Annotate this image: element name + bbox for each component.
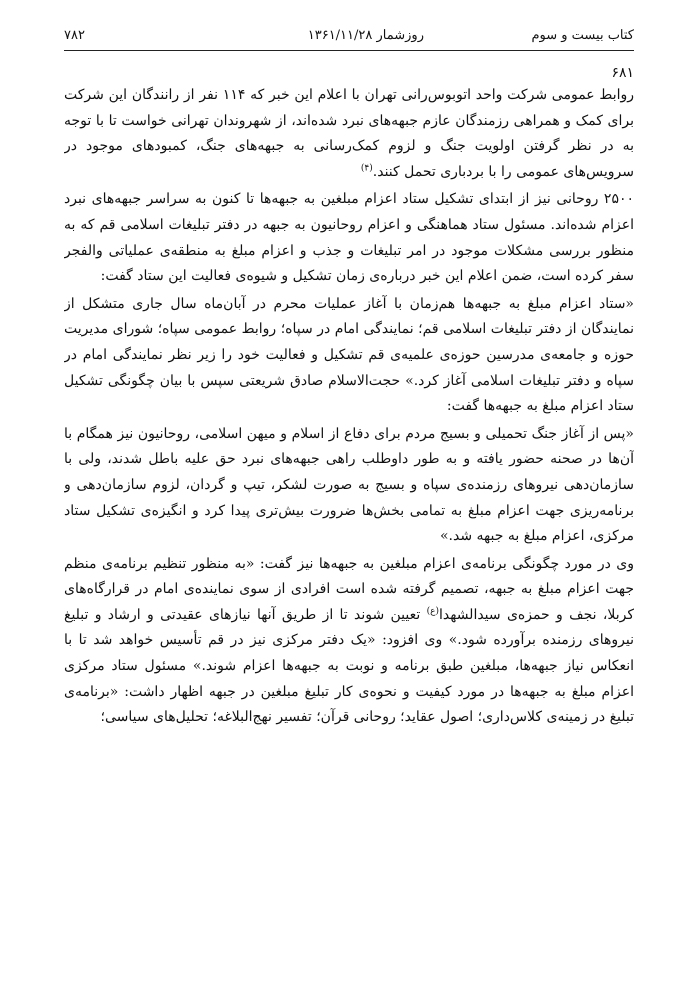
diary-date: روزشمار ۱۳۶۱/۱۱/۲۸ [307,28,424,43]
footnote-ref-4: (۴) [360,163,373,174]
paragraph-5-text-a: وی در مورد چگونگی برنامه‌ی اعزام مبلغین به جبهه‌ها نیز گفت: «به منظور تنظیم برنامه‌ی منظم جهت اعزام مبلغ به جبهه، تصمیم گرفته شده است افرادی از سوی نماینده‌ی امام در قرارگاه‌های کربلا، نجف و حمزه‌ی سیدالشهدا [64,555,634,623]
paragraph-4: «پس از آغاز جنگ تحمیلی و بسیج مردم برای دفاع از اسلام و میهن اسلامی، روحانیون نیز همگام با آن‌ها در صحنه حضور یافته و به طور داوطلب راهی جبهه‌های نبرد حق علیه باطل شدند، ولی با سازمان‌دهی نیروهای رزمنده‌ی سپاه و بسیج به صورت لشکر، تیپ و گردان، لزوم سازمان‌دهی و برنامه‌ریزی جهت اعزام مبلغ به تمامی بخش‌ها ضرورت بیش‌تری پیدا کرد و انگیزه‌ی تشکیل ستاد مرکزی، اعزام مبلغ به جبهه شد.» [64,425,634,545]
entry-number: ۶۸۱ [611,65,634,81]
paragraph-3: «ستاد اعزام مبلغ به جبهه‌ها هم‌زمان با آغاز عملیات محرم در آبان‌ماه سال جاری متشکل از نمایندگان از دفتر تبلیغات اسلامی قم؛ نمایندگی امام در سپاه؛ روابط عمومی سپاه؛ شورای مدیریت حوزه و جامعه‌ی مدرسین حوزه‌ی علمیه‌ی قم تشکیل و فعالیت خود را زیر نظر نمایندگی امام در سپاه و دفتر تبلیغات اسلامی آغاز کرد.» حجت‌الاسلام صادق شریعتی سپس با بیان چگونگی تشکیل ستاد اعزام مبلغ به جبهه‌ها گفت: [64,295,634,415]
paragraph-5 [64,552,634,731]
book-title: کتاب بیست و سوم [531,28,634,43]
running-header [64,22,634,51]
page-number: ۷۸۲ [64,28,85,43]
book-page [64,22,634,972]
paragraph-5-text-b: تعیین شوند تا از طریق آنها نیازهای عقیدتی و ارشاد و تبلیغ نیروهای رزمنده برآورده شود.» وی افزود: «یک دفتر مرکزی نیز در قم تأسیس خواهد شد تا با انعکاس نیاز جبهه‌ها، مبلغین طبق برنامه و نوبت به جبهه‌ها اعزام شوند.» مسئول ستاد مرکزی اعزام مبلغ به جبهه‌ها در مورد کیفیت و نحوه‌ی کار تبلیغ مبلغین در جبهه اظهار داشت: «برنامه‌ی تبلیغ در زمینه‌ی کلاس‌داری؛ اصول عقاید؛ روحانی قرآن؛ تفسیر نهج‌البلاغه؛ تحلیل‌های سیاسی؛ [64,606,634,726]
honorific-mark: (ع) [426,606,439,617]
paragraph-2: ۲۵۰۰ روحانی نیز از ابتدای تشکیل ستاد اعزام مبلغین به جبهه‌ها تا کنون به سراسر جبهه‌های نبرد اعزام شده‌اند. مسئول ستاد هماهنگی و اعزام روحانیون به جبهه در دفتر تبلیغات اسلامی قم که به منظور بررسی مشکلات موجود در امر تبلیغات و جذب و اعزام مبلغ به منطقه‌ی عملیاتی والفجر سفر کرده است، ضمن اعلام این خبر درباره‌ی زمان تشکیل و شیوه‌ی فعالیت این ستاد گفت: [64,191,634,285]
paragraph-1 [64,83,634,185]
paragraph-1-text: روابط عمومی شرکت واحد اتوبوس‌رانی تهران با اعلام این خبر که ۱۱۴ نفر از رانندگان این شرکت برای کمک و همراهی رزمندگان عازم جبهه‌های نبرد شده‌اند، از شهروندان تهرانی خواست تا با توجه به در نظر گرفتن اولویت جنگ و لزوم کمک‌رسانی به جبهه‌های جنگ، کمبودهای موجود در سرویس‌های عمومی را با بردباری تحمل کنند. [64,87,634,180]
body-text [64,83,634,731]
